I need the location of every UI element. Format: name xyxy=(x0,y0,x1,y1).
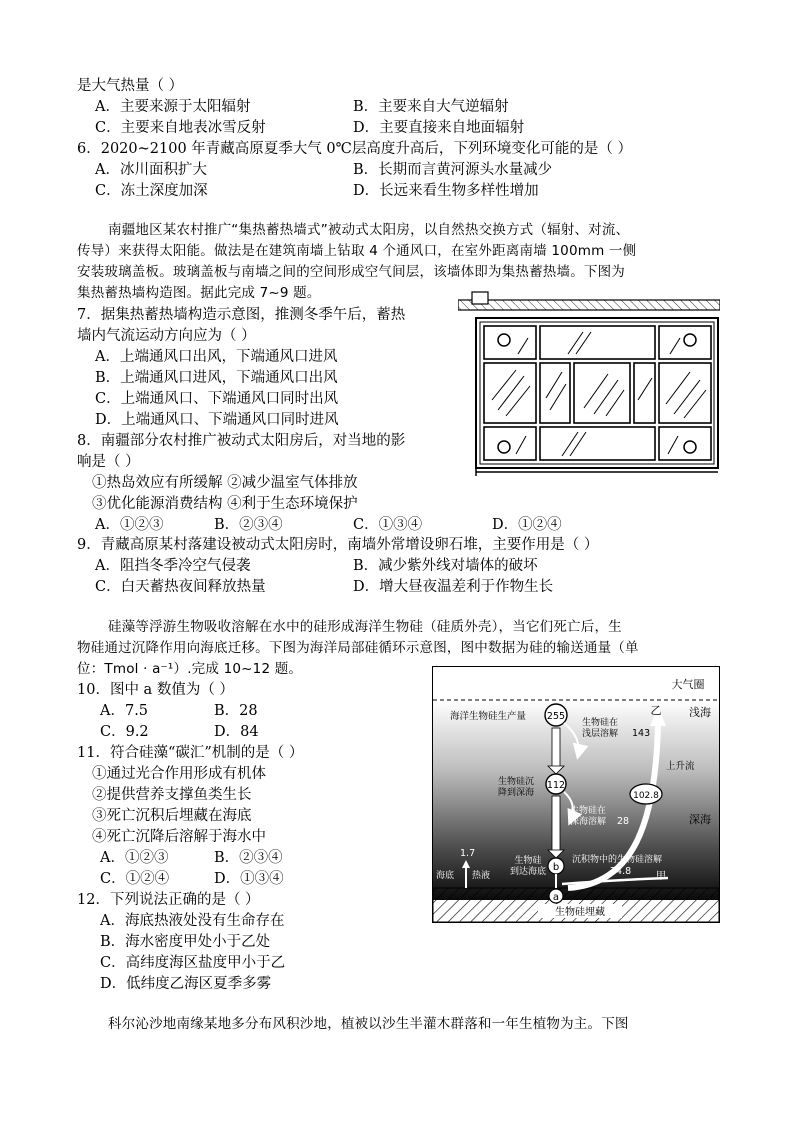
passage1-line1: 南疆地区某农村推广“集热蓄热墙式”被动式太阳房，以自然热交换方式（辐射、对流、 xyxy=(108,222,630,238)
q9-option-a: A．阻挡冬季冷空气侵袭 xyxy=(95,558,251,574)
q7-option-c: C．上端通风口、下端通风口同时出风 xyxy=(95,391,339,407)
q10-option-a: A．7.5 xyxy=(100,703,149,719)
vent-top-left xyxy=(498,334,510,346)
q9-option-c: C．白天蓄热夜间释放热量 xyxy=(95,579,266,595)
sink-value: 112 xyxy=(546,780,566,791)
q8-stem-line2: 响是（ ） xyxy=(77,454,140,470)
q10-option-b: B．28 xyxy=(214,703,258,719)
shallow-dissolve-label-2: 浅层溶解 xyxy=(582,729,619,739)
q9-option-b: B．减少紫外线对墙体的破坏 xyxy=(353,558,538,574)
q7-stem-line1: 7．据集热蓄热墙构造示意图，推测冬季午后，蓄热 xyxy=(77,307,406,323)
q10-stem: 10．图中 a 数值为（ ） xyxy=(77,682,234,698)
sink-label-2: 降到深海 xyxy=(497,788,535,798)
q10-option-c: C．9.2 xyxy=(100,724,149,740)
q8-option-b: B．②③④ xyxy=(214,517,283,533)
q8-items-line2: ③优化能源消费结构 ④利于生态环境保护 xyxy=(92,496,358,512)
q11-option-d: D．①③④ xyxy=(214,871,284,887)
thermal-storage-wall-figure xyxy=(458,290,720,484)
q5-option-a: A．主要来源于太阳辐射 xyxy=(95,99,251,115)
q12-option-c: C．高纬度海区盐度甲小于乙 xyxy=(100,955,286,971)
point-jia: 甲 xyxy=(656,871,666,882)
q5-option-d: D．主要直接来自地面辐射 xyxy=(353,120,525,136)
sediment-dissolve-value: 74.8 xyxy=(610,866,632,877)
passage1-line3: 安装玻璃盖板。玻璃盖板与南墙之间的空间形成空气间层，该墙体即为集热蓄热墙。下图为 xyxy=(77,264,625,280)
passage3-line1: 科尔沁沙地南缘某地多分布风积沙地，植被以沙生半灌木群落和一年生植物为主。下图 xyxy=(108,1016,629,1032)
q10-option-d: D．84 xyxy=(214,724,259,740)
q12-option-b: B．海水密度甲处小于乙处 xyxy=(100,934,271,950)
node-b-label: b xyxy=(552,862,560,873)
point-yi: 乙 xyxy=(650,704,662,717)
q5-option-b: B．主要来自大气逆辐射 xyxy=(353,99,509,115)
shallow-dissolve-value: 143 xyxy=(632,728,651,739)
deep-dissolve-label-2: 深海溶解 xyxy=(570,817,607,827)
shallow-dissolve-label-1: 生物硅在 xyxy=(582,718,619,728)
node-a-label: a xyxy=(552,892,560,903)
sea-body xyxy=(433,700,719,900)
q9-stem: 9．青藏高原某村落建设被动式太阳房时，南墙外常增设卵石堆，主要作用是（ ） xyxy=(77,537,599,553)
q12-stem: 12．下列说法正确的是（ ） xyxy=(77,892,260,908)
q11-item-3: ③死亡沉积后埋藏在海底 xyxy=(92,808,252,824)
sediment-dissolve-label: 沉积物中的生物硅溶解 xyxy=(572,855,663,865)
q11-item-4: ④死亡沉降后溶解于海水中 xyxy=(92,829,266,845)
vent-label-2: 热液 xyxy=(472,871,491,881)
bottom-label-1: 生物硅 xyxy=(514,856,542,866)
passage2-line3: 位：Tmol · a⁻¹）.完成 10~12 题。 xyxy=(77,661,303,677)
q11-option-a: A．①②③ xyxy=(100,850,169,866)
q11-item-2: ②提供营养支撑鱼类生长 xyxy=(92,787,252,803)
vent-bottom-right xyxy=(684,441,696,453)
vent-label: 海底 xyxy=(436,871,455,881)
q8-option-d: D．①②④ xyxy=(492,517,562,533)
passage1-line4: 集热蓄热墙构造图。据此完成 7~9 题。 xyxy=(77,285,321,301)
q8-option-a: A．①②③ xyxy=(95,517,164,533)
passage2-line1: 硅藻等浮游生物吸收溶解在水中的硅形成海洋生物硅（硅质外壳），当它们死亡后，生 xyxy=(108,619,622,635)
q7-option-b: B．上端通风口进风，下端通风口出风 xyxy=(95,370,338,386)
roof-band xyxy=(458,300,720,310)
vent-bottom-left xyxy=(498,441,510,453)
production-value: 255 xyxy=(546,711,566,722)
q9-option-d: D．增大昼夜温差利于作物生长 xyxy=(353,579,554,595)
chimney xyxy=(472,292,488,304)
q5-stem-tail: 是大气热量（ ） xyxy=(77,78,184,94)
q11-option-c: C．①②④ xyxy=(100,871,170,887)
upwelling-label: 上升流 xyxy=(666,761,695,772)
q5-option-c: C．主要来自地表冰雪反射 xyxy=(95,120,266,136)
passage2-line2: 物硅通过沉降作用向海底迁移。下图为海洋局部硅循环示意图，图中数据为硅的输送通量（单 xyxy=(77,640,639,656)
q11-option-b: B．②③④ xyxy=(214,850,283,866)
q8-stem-line1: 8．南疆部分农村推广被动式太阳房后，对当地的影 xyxy=(77,433,406,449)
q7-option-a: A．上端通风口出风，下端通风口进风 xyxy=(95,349,338,365)
deep-sea-label: 深海 xyxy=(689,813,711,826)
q6-option-c: C．冻土深度加深 xyxy=(95,183,208,199)
q7-option-d: D．上端通风口、下端通风口同时进风 xyxy=(95,412,339,428)
vent-top-right xyxy=(684,334,696,346)
sink-label-1: 生物硅沉 xyxy=(497,777,535,787)
deep-dissolve-value: 28 xyxy=(617,816,630,827)
production-label: 海洋生物硅生产量 xyxy=(450,711,527,722)
shallow-sea-label: 浅海 xyxy=(689,706,711,719)
burial-label: 生物硅埋藏 xyxy=(555,907,605,918)
passage1-line2: 传导）来获得太阳能。做法是在建筑南墙上钻取 4 个通风口，在室外距离南墙 100mm 一侧 xyxy=(77,243,637,259)
silica-cycle-figure xyxy=(432,666,720,923)
q12-option-d: D．低纬度乙海区夏季多雾 xyxy=(100,976,272,992)
q6-option-b: B．长期而言黄河源头水量减少 xyxy=(353,162,553,178)
q12-option-a: A．海底热液处没有生命存在 xyxy=(100,913,285,929)
q6-option-a: A．冰川面积扩大 xyxy=(95,162,207,178)
q6-stem: 6．2020~2100 年青藏高原夏季大气 0℃层高度升高后，下列环境变化可能的是（ ） xyxy=(77,141,632,157)
atmosphere-label: 大气圈 xyxy=(671,678,705,691)
q11-stem: 11．符合硅藻“碳汇”机制的是（ ） xyxy=(77,745,304,761)
bottom-label-2: 到达海底 xyxy=(509,867,547,877)
vent-value: 1.7 xyxy=(460,848,476,859)
q11-item-1: ①通过光合作用形成有机体 xyxy=(92,766,266,782)
q6-option-d: D．长远来看生物多样性增加 xyxy=(353,183,539,199)
upwelling-value: 102.8 xyxy=(633,791,659,801)
q8-option-c: C．①③④ xyxy=(353,517,423,533)
q7-stem-line2: 墙内气流运动方向应为（ ） xyxy=(77,328,256,344)
deep-dissolve-label-1: 生物硅在 xyxy=(570,806,607,816)
q8-items-line1: ①热岛效应有所缓解 ②减少温室气体排放 xyxy=(92,475,358,491)
